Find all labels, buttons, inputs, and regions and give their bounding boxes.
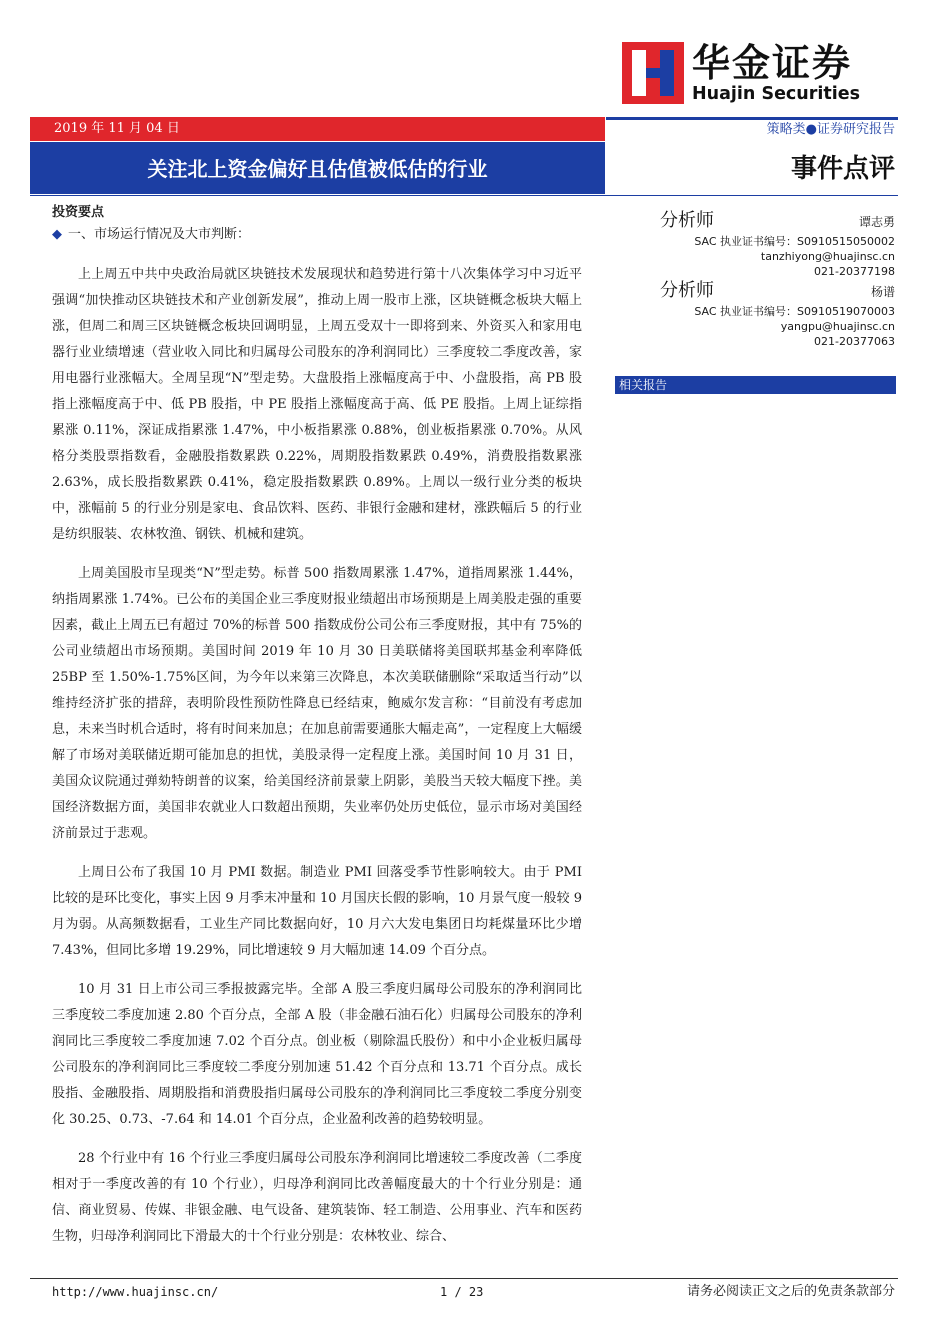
paragraph: 上上周五中共中央政治局就区块链技术发展现状和趋势进行第十八次集体学习中习近平强调“加快推动区块链技术和产业创新发展”，推动上周一股市上涨，区块链概念板块大幅上涨，但周二和周三区块链概念板块回调明显，上周五受双十一即将到来、外资买入和家用电器行业业绩增速（营业收入同比和归属母公司股东的净利润同比）三季度较二季度改善，家用电器行业涨幅大。全周呈现“N”型走势。大盘股指上涨幅度高于中、小盘股指，高 PB 股指上涨幅度高于中、低 PB 股指，中 PE 股指上涨幅度高于高、低 PE 股指。上周上证综指累涨 0.11%，深证成指累涨 1.47%，中小板指累涨 0.88%，创业板指累涨 0.70%。从风格分类股票指数看，金融股指数累跌 0.22%，周期股指数累跌 0.49%，消费股指数累涨 2.63%，成长股指数累跌 0.41%，稳定股指数累跌 0.89%。上周以一级行业分类的板块中，涨幅前 5 的行业分别是家电、食品饮料、医药、非银行金融和建材，涨跌幅后 5 的行业是纺织服装、农林牧渔、钢铁、机械和建筑。: [52, 267, 582, 542]
analyst-phone: 021-20377063: [814, 335, 895, 348]
bullet-text: 一、市场运行情况及大市判断：: [68, 227, 251, 242]
analyst-name: 杨谱: [870, 285, 895, 299]
analyst-cert: SAC 执业证书编号：S0910515050002: [694, 235, 895, 248]
report-type: 事件点评: [790, 154, 895, 184]
analyst-cert: SAC 执业证书编号：S0910519070003: [694, 305, 895, 318]
paragraph: 10 月 31 日上市公司三季报披露完毕。全部 A 股三季度归属母公司股东的净利润同比三季度较二季度加速 2.80 个百分点，全部 A 股（非金融石油石化）归属母公司股东的净利润同比三季度较二季度加速 7.02 个百分点。创业板（剔除温氏股份）和中小企业板归属母公司股东的净利润同比三季度较二季度分别加速 51.42 个百分点和 13.71 个百分点。成长股指、金融股指、周期股指和消费股指归属母公司股东的净利润同比三季度较二季度分别变化 30.25、0.73、-7.64 和 14.01 个百分点，企业盈利改善的趋势较明显。: [52, 982, 582, 1127]
bullet-heading: [52, 226, 250, 244]
paragraph: 上周美国股市呈现类“N”型走势。标普 500 指数周累涨 1.47%，道指周累涨 1.44%，纳指周累涨 1.74%。已公布的美国企业三季度财报业绩超出市场预期是上周美股走强的重要因素，截止上周五已有超过 70%的标普 500 指数成份公司公布三季度财报，其中有 75%的公司业绩超出市场预期。美国时间 2019 年 10 月 30 日美联储将美国联邦基金利率降低 25BP 至 1.50%-1.75%区间，为今年以来第三次降息，本次美联储删除“采取适当行动”以维持经济扩张的措辞，表明阶段性预防性降息已经结束，鲍威尔发言称：“目前没有考虑加息，未来当时机合适时，将有时间来加息；在加息前需要通胀大幅走高”，一定程度上大幅缓解了市场对美联储近期可能加息的担忧，美股录得一定程度上涨。美国时间 10 月 31 日，美国众议院通过弹劾特朗普的议案，给美国经济前景蒙上阴影，美股当天较大幅度下挫。美国经济数据方面，美国非农就业人口数超出预期，失业率仍处历史低位，显示市场对美国经济前景过于悲观。: [52, 566, 582, 841]
analyst-card: [660, 210, 895, 280]
body-text: [52, 262, 582, 1263]
analyst-label: 分析师: [660, 210, 714, 231]
huajin-logo-icon: [622, 42, 684, 104]
section-heading: 投资要点: [52, 205, 105, 220]
analyst-label: 分析师: [660, 280, 714, 301]
footer-url-link[interactable]: http://www.huajinsc.cn/: [52, 1285, 219, 1299]
page-number: 1 / 23: [440, 1285, 484, 1299]
analyst-email[interactable]: yangpu@huajinsc.cn: [780, 320, 895, 333]
paragraph: 上周日公布了我国 10 月 PMI 数据。制造业 PMI 回落受季节性影响较大。由于 PMI 比较的是环比变化，事实上因 9 月季末冲量和 10 月国庆长假的影响，10 月景气度一般较 9 月为弱。从高频数据看，工业生产同比数据向好，10 月六大发电集团日均耗煤量环比少增 7.43%，但同比多增 19.29%，同比增速较 9 月大幅加速 14.09 个百分点。: [52, 865, 582, 958]
report-category: 策略类●证券研究报告: [766, 122, 895, 137]
footer-disclaimer: 请务必阅读正文之后的免责条款部分: [686, 1284, 895, 1299]
report-date: 2019 年 11 月 04 日: [54, 121, 180, 136]
logo-english-name: Huajin Securities: [692, 84, 861, 104]
analyst-phone: 021-20377198: [814, 265, 895, 278]
analyst-email[interactable]: tanzhiyong@huajinsc.cn: [760, 250, 895, 263]
report-title: 关注北上资金偏好且估值被低估的行业: [147, 157, 488, 181]
company-logo: [622, 42, 892, 106]
footer-divider: [30, 1278, 898, 1279]
analyst-name: 谭志勇: [858, 215, 895, 229]
header-divider: [30, 195, 898, 196]
analyst-card: [660, 280, 895, 350]
diamond-bullet-icon: ◆: [52, 227, 62, 242]
related-reports-label: 相关报告: [619, 378, 668, 392]
paragraph: 28 个行业中有 16 个行业三季度归属母公司股东净利润同比增速较二季度改善（二季度相对于一季度改善的有 10 个行业），归母净利润同比改善幅度最大的十个行业分别是：通信、商业贸易、传媒、非银金融、电气设备、建筑装饰、轻工制造、公用事业、汽车和医药生物，归母净利润同比下滑最大的十个行业分别是：农林牧业、综合、: [52, 1151, 582, 1244]
logo-chinese-name: 华金证券: [692, 41, 853, 85]
